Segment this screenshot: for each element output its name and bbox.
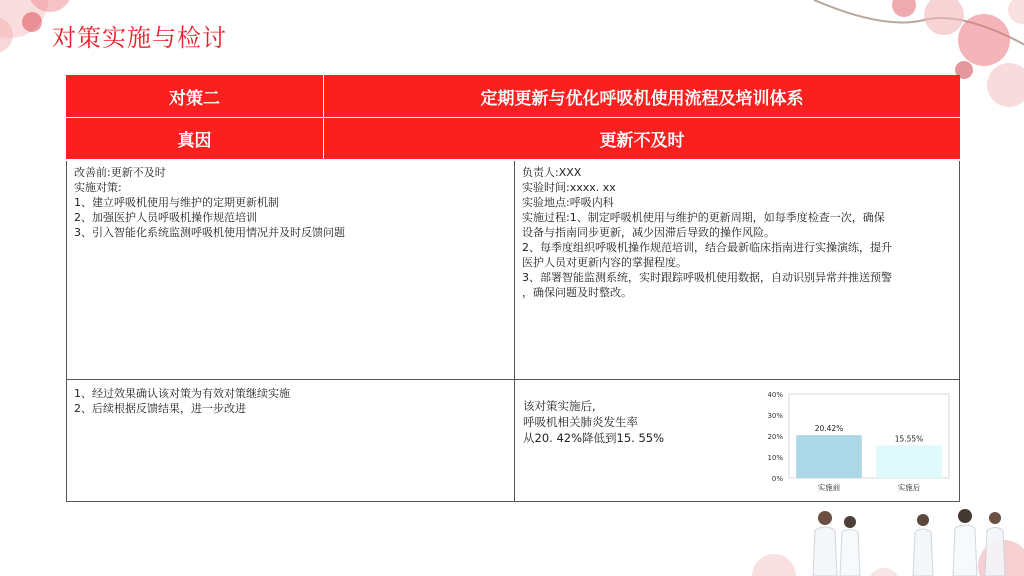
table-body (66, 161, 960, 502)
root-cause-value: 更新不及时 (599, 131, 685, 151)
chart-svg (753, 386, 953, 494)
result-line: 该对策实施后, (523, 399, 596, 413)
plan-line: 实施对策: (74, 181, 122, 194)
chart-y-tick-label: 10% (767, 454, 783, 462)
chart-bar (796, 435, 862, 478)
header-row-root-cause (66, 117, 960, 159)
plan-line: 改善前:更新不及时 (74, 166, 166, 179)
chart-y-tick-label: 40% (767, 391, 783, 399)
result-line: 从20. 42%降低到15. 55% (523, 431, 665, 445)
incidence-bar-chart (753, 386, 953, 494)
header-row-countermeasure (66, 75, 960, 117)
countermeasure-title: 定期更新与优化呼吸机使用流程及培训体系 (480, 88, 804, 109)
execution-line: 负责人:XXX (522, 166, 582, 179)
execution-line: 实验地点:呼吸内科 (522, 196, 614, 209)
plan-line: 2、加强医护人员呼吸机操作规范培训 (74, 211, 257, 224)
execution-cell (514, 161, 959, 379)
plan-line: 3、引入智能化系统监测呼吸机使用情况并及时反馈问题 (74, 226, 345, 239)
chart-x-tick-label: 实施后 (897, 483, 921, 492)
execution-line: 实施过程:1、制定呼吸机使用与维护的更新周期，如每季度检查一次，确保 (522, 211, 885, 224)
execution-line: 设备与指南同步更新，减少因滞后导致的操作风险。 (522, 226, 775, 239)
chart-bar (876, 445, 942, 478)
chart-x-tick-label: 实施前 (817, 483, 841, 492)
follow-up-line: 2、后续根据反馈结果，进一步改进 (74, 402, 246, 415)
result-cell (514, 380, 959, 501)
result-text (523, 398, 664, 446)
table-row (67, 379, 959, 501)
chart-y-tick-label: 20% (767, 433, 783, 441)
root-cause-label: 真因 (66, 118, 324, 159)
medical-staff-illustration (805, 504, 1020, 576)
execution-line: 医护人员对更新内容的掌握程度。 (522, 256, 687, 269)
plan-line: 1、建立呼吸机使用与维护的定期更新机制 (74, 196, 279, 209)
execution-line: ，确保问题及时整改。 (522, 286, 632, 299)
follow-up-line: 1、经过效果确认该对策为有效对策继续实施 (74, 387, 290, 400)
chart-data-label: 15.55% (894, 434, 924, 444)
chart-y-tick-label: 30% (767, 412, 783, 420)
plan-cell (67, 161, 514, 379)
chart-data-label: 20.42% (814, 424, 844, 434)
execution-line: 3、部署智能监测系统，实时跟踪呼吸机使用数据，自动识别异常并推送预警 (522, 271, 892, 284)
chart-y-tick-label: 0% (771, 475, 783, 483)
execution-line: 2、每季度组织呼吸机操作规范培训，结合最新临床指南进行实操演练，提升 (522, 241, 892, 254)
follow-up-cell (67, 380, 514, 501)
result-line: 呼吸机相关肺炎发生率 (523, 415, 638, 429)
table-row (67, 161, 959, 379)
execution-line: 实验时间:xxxx. xx (522, 181, 616, 194)
countermeasure-table (66, 75, 960, 502)
page-title: 对策实施与检讨 (52, 24, 227, 52)
countermeasure-label: 对策二 (66, 75, 324, 117)
